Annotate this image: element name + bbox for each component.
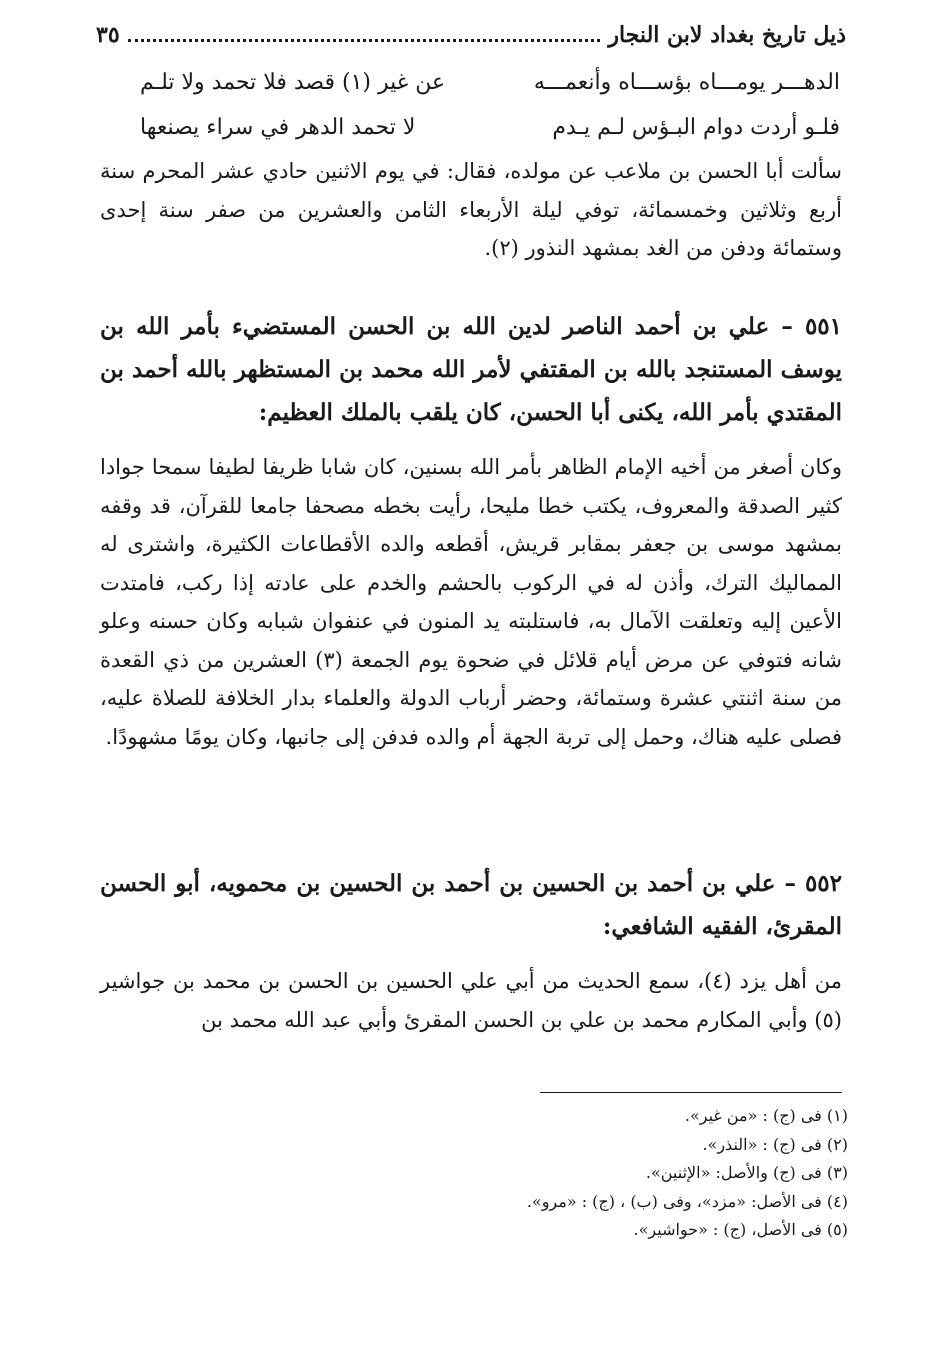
verse-1-second-hemistich: عن غير (١) قصد فلا تحمد ولا تلـم [140,70,446,95]
verse-2-first-hemistich: فلـو أردت دوام البـؤس لـم يـدم [552,115,840,140]
verse-2-second-hemistich: لا تحمد الدهر في سراء يصنعها [140,115,416,140]
footnote-separator [540,1092,842,1093]
running-header [96,22,846,58]
footnote-1: (١) فى (ج) : «من غير». [684,1106,848,1125]
paragraph-birth-death: سألت أبا الحسن بن ملاعب عن مولده، فقال: في يوم الاثنين حادي عشر المحرم سنة أربع وثلاثين وخمسمائة، توفي ليلة الأربعاء الثامن والعشرين من صفر سنة إحدى وستمائة ودفن من الغد بمشهد النذور (٢). [100,159,842,260]
verse-1-first-hemistich: الدهـــر يومـــاه بؤســـاه وأنعمـــه [533,70,840,95]
entry-heading-552: ٥٥٢ – علي بن أحمد بن الحسين بن أحمد بن الحسين بن محمويه، أبو الحسن المقرئ، الفقيه الشافعي: [100,870,842,940]
header-dot-leader [128,29,601,42]
header-title: ذيل تاريخ بغداد لابن النجار [608,22,846,48]
page-number: ٣٥ [96,22,120,48]
verse-line-2 [140,115,840,140]
footnote-5: (٥) فى الأصل، (ج) : «حواشير». [633,1220,848,1239]
footnote-4: (٤) فى الأصل: «مزد»، وفى (ب) ، (ج) : «مرو». [526,1191,848,1211]
footnote-3: (٣) فى (ج) والأصل: «الإثنين». [645,1163,848,1182]
entry-heading-551: ٥٥١ – علي بن أحمد الناصر لدين الله بن الحسن المستضيء بأمر الله بن يوسف المستنجد بالله بن المقتفي لأمر الله محمد بن المستظهر بالله أحمد بن المقتدي بأمر الله، يكنى أبا الحسن، كان يلقب بالملك العظيم: [100,313,842,426]
footnotes-list [380,1102,848,1245]
verse-line-1 [140,70,840,95]
footnote-2: (٢) فى (ج) : «النذر». [702,1134,848,1154]
paragraph-entry-552-body: من أهل يزد (٤)، سمع الحديث من أبي علي الحسين بن الحسن بن محمد بن جواشير (٥) وأبي المكارم محمد بن علي بن الحسن المقرئ وأبي عبد الله محمد بن [100,969,842,1032]
paragraph-entry-551-body: وكان أصغر من أخيه الإمام الظاهر بأمر الله بسنين، كان شابا ظريفا لطيفا سمحا جوادا كثير الصدقة والمعروف، يكتب خطا مليحا، رأيت بخطه مصحفا جامعا للقرآن، قد وقفه بمشهد موسى بن جعفر بمقابر قريش، أقطعه والده الأقطاعات الكثيرة، واشترى له المماليك الترك، وأذن له في الركوب بالحشم والخدم على عادته إذا ركب، فامتدت الأعين إليه وتعلقت الآمال به، فاستلبته يد المنون في عنفوان شبابه وكان حسنه وعلو شانه فتوفي عن مرض أيام قلائل في ضحوة يوم الجمعة (٣) العشرين من ذي القعدة من سنة اثنتي عشرة وستمائة، وحضر أرباب الدولة والعلماء بدار الخلافة للصلاة عليه، فصلى عليه هناك، وحمل إلى تربة الجهة أم والده فدفن إلى جانبها، وكان يومًا مشهودًا. [100,455,842,749]
